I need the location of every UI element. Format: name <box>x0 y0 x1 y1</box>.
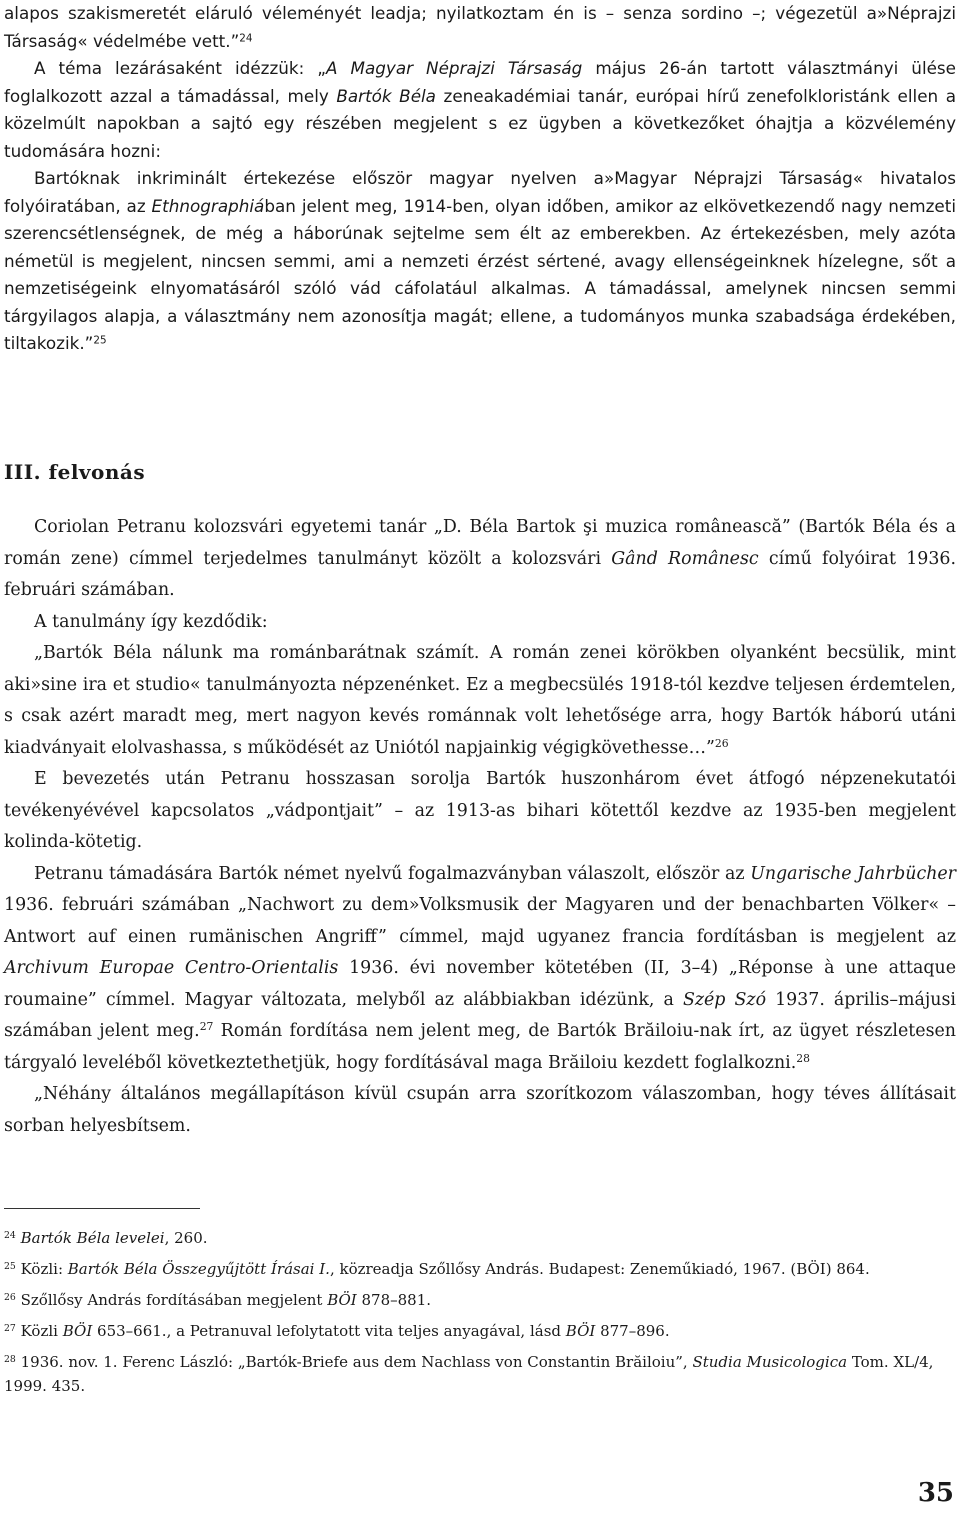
paragraph-text: zeneakadémiai tanár, európai hírű zenefolkloristánk ellen a közelmúlt napokban a sajtó egy részében megjelent s ez ügyben a következőket óhajtja a közvélemény tudomására hozni: <box>4 85 956 161</box>
footnote-25 <box>4 1257 956 1281</box>
footnote-text: Tom. XL/4, 1999. 435. <box>4 1353 934 1395</box>
footnote-text: 877–896. <box>595 1322 670 1340</box>
italic-text: Gând Românesc <box>611 548 759 569</box>
footnote-26 <box>4 1288 956 1312</box>
italic-text: BÖI <box>327 1291 357 1309</box>
paragraph <box>4 638 956 764</box>
footnote-ref[interactable]: 27 <box>199 1020 214 1034</box>
paragraph-text: Coriolan Petranu kolozsvári egyetemi tanár „D. Béla Bartok şi muzica românească” (Bartók Béla és a román zene) címmel terjedelmes tanulmányt közölt a kolozsvári <box>4 517 956 569</box>
italic-text: Ethnographiá <box>151 195 265 216</box>
footnote-ref[interactable]: 25 <box>93 334 107 347</box>
footnote-text: , 260. <box>164 1229 208 1247</box>
paragraph: „Néhány általános megállapításon kívül csupán arra szorítkozom válaszomban, hogy téves állításait sorban helyesbítsem. <box>4 1084 956 1136</box>
italic-text: A Magyar Néprajzi Társaság <box>326 58 583 78</box>
italic-text: Ungarische Jahrbücher <box>750 863 956 884</box>
footnote-24 <box>4 1226 956 1250</box>
footnote-text: 1936. nov. 1. Ferenc László: „Bartók-Briefe aus dem Nachlass von Constantin Brăiloiu”, <box>20 1353 693 1371</box>
italic-text: Archivum Europae Centro-Orientalis <box>4 958 339 978</box>
italic-text: BÖI <box>565 1322 596 1340</box>
paragraph-text: ban jelent meg, 1914-ben, olyan időben, amikor az elkövetkezendő nagy nemzeti szerencsétlenségnek, de még a háborúnak sejtelme sem élt az emberekben. Az értekezésben, mely azóta németül is megjelent, nincsen semmi, ami a nemzeti érzést sértené, avagy ellenségeinknek hízelegne, sőt a nemzetiségeink elnyomatásáról szóló vád cáfolatául alkalmas. A támadással, amelynek nincsen semmi tárgyilagos alapja, a választmány nem azonosítja magát; ellene, a tudományos munka szabadsága érdekében, tiltakozik.” <box>4 195 956 353</box>
italic-text: Studia Musicologica <box>692 1353 848 1371</box>
footnote-number: 25 <box>4 1260 16 1272</box>
body-text <box>4 512 956 1142</box>
footnote-text: Szőllősy András fordításában megjelent <box>20 1291 328 1309</box>
footnote-number: 24 <box>4 1229 16 1241</box>
footnote-text: 653–661., a Petranuval lefolytatott vita teljes anyagával, lásd <box>92 1322 566 1340</box>
paragraph-text: alapos szakismeretét eláruló véleményét leadja; nyilatkoztam én is – senza sordino –; végezetül a»Néprajzi Társaság« védelmébe vett.” <box>4 3 956 51</box>
paragraph <box>4 165 956 358</box>
paragraph-text: Bartóknak inkriminált értekezése először magyar nyelven a»Magyar Néprajzi Társaság« hivatalos folyóiratában, az <box>4 168 956 216</box>
footnote-number: 26 <box>4 1291 16 1303</box>
paragraph-text: 1937. április–májusi számában jelent meg. <box>4 989 956 1041</box>
footnote-number: 28 <box>4 1353 16 1365</box>
italic-text: Szép Szó <box>682 989 767 1010</box>
paragraph-text: Román fordítása nem jelent meg, de Bartók Brăiloiu-nak írt, az ügyet részletesen tárgyaló leveléből következtethetjük, hogy fordításával maga Brăiloiu kezdett foglalkozni. <box>4 1021 956 1073</box>
paragraph-text: május 26-án tartott választmányi ülése foglalkozott azzal a támadással, mely <box>4 58 957 106</box>
paragraph <box>4 859 956 1080</box>
footnote-ref[interactable]: 28 <box>796 1051 810 1065</box>
footnote-ref[interactable]: 24 <box>239 31 253 44</box>
section-heading: III. felvonás <box>4 460 146 484</box>
italic-text: Bartók Béla levelei <box>20 1229 165 1247</box>
footnote-rule <box>4 1208 200 1209</box>
paragraph-text: Petranu támadására Bartók német nyelvű fogalmazványban válaszolt, először az <box>34 863 751 884</box>
footnote-ref[interactable]: 26 <box>714 736 729 750</box>
footnote-text: Közli <box>20 1322 63 1340</box>
page-number: 35 <box>917 1478 954 1508</box>
footnote-number: 27 <box>4 1322 16 1334</box>
paragraph-text: 1936. februári számában „Nachwort zu dem»Volksmusik der Magyaren und der benachbarten Völker« – Antwort auf einen rumänischen Angriff” címmel, majd ugyanez francia fordításban is megjelent az <box>4 895 956 947</box>
footnote-text: 878–881. <box>356 1291 432 1309</box>
footnote-27 <box>4 1319 956 1343</box>
paragraph <box>4 0 956 55</box>
paragraph <box>4 55 956 165</box>
footnote-28 <box>4 1350 956 1398</box>
paragraph-text: A téma lezárásaként idézzük: „ <box>34 58 326 78</box>
paragraph-text: 1936. évi november kötetében (II, 3–4) „Réponse à une attaque roumaine” címmel. Magyar változata, melyből az alábbiakban idézünk, a <box>4 958 956 1010</box>
paragraph-text: című folyóirat 1936. februári számában. <box>4 548 957 600</box>
footnote-text: , közreadja Szőllősy András. Budapest: Zeneműkiadó, 1967. (BÖI) 864. <box>329 1260 870 1278</box>
italic-text: Bartók Béla Összegyűjtött Írásai I. <box>67 1260 330 1278</box>
italic-text: BÖI <box>62 1322 93 1340</box>
quoted-block <box>4 0 956 358</box>
footnotes <box>4 1226 956 1405</box>
paragraph: E bevezetés után Petranu hosszasan sorolja Bartók huszonhárom évet átfogó népzenekutatói tevékenyévével kapcsolatos „vádpontjait” – az 1913-as bihari kötettől kezdve az 1935-ben megjelent kolinda-kötetig. <box>4 769 956 852</box>
italic-text: Bartók Béla <box>336 85 436 106</box>
footnote-text: Közli: <box>20 1260 68 1278</box>
paragraph <box>4 512 956 607</box>
paragraph-text: „Bartók Béla nálunk ma románbarátnak számít. A román zenei körökben olyanként becsülik, mint aki»sine ira et studio« tanulmányozta népzenénket. Ez a megbecsülés 1918-tól kezdve teljesen érdemtelen, s csak azért maradt meg, mert nagyon kevés románnak volt lehetősége arra, hogy Bartók háború utáni kiadványait elolvashassa, s működését az Uniótól napjainkig végigkövethesse…” <box>4 643 956 758</box>
paragraph: A tanulmány így kezdődik: <box>34 611 268 632</box>
